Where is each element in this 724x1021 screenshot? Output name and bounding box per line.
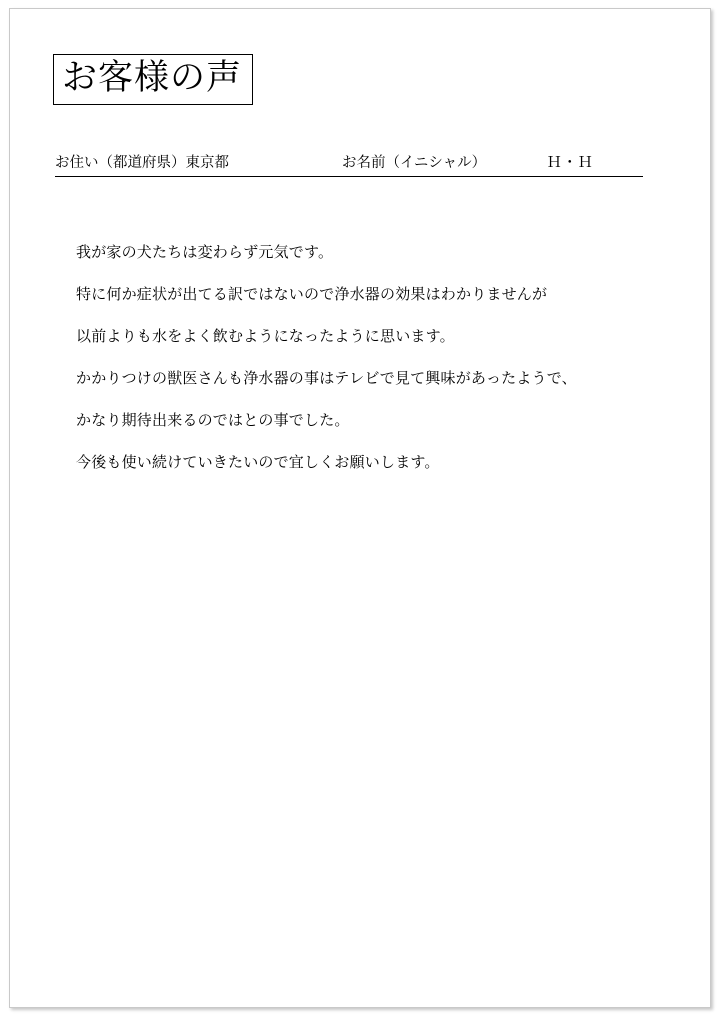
address-label: お住い（都道府県）東京都	[55, 155, 229, 171]
testimonial-body	[76, 231, 676, 483]
body-line: かなり期待出来るのではとの事でした。	[76, 411, 350, 429]
body-line: かかりつけの獣医さんも浄水器の事はテレビで見て興味があったようで、	[76, 369, 577, 387]
body-line: 特に何か症状が出てる訳ではないので浄水器の効果はわかりませんが	[76, 285, 548, 303]
meta-row	[55, 151, 643, 177]
body-line: 今後も使い続けていきたいので宜しくお願いします。	[76, 453, 440, 471]
body-line: 我が家の犬たちは変わらず元気です。	[76, 243, 334, 261]
body-line: 以前よりも水をよく飲むようになったように思います。	[76, 327, 455, 345]
document-page	[9, 8, 711, 1008]
page-title: お客様の声	[53, 54, 253, 105]
name-value: Ｈ・Ｈ	[547, 155, 594, 171]
name-label: お名前（イニシャル）	[342, 155, 487, 171]
